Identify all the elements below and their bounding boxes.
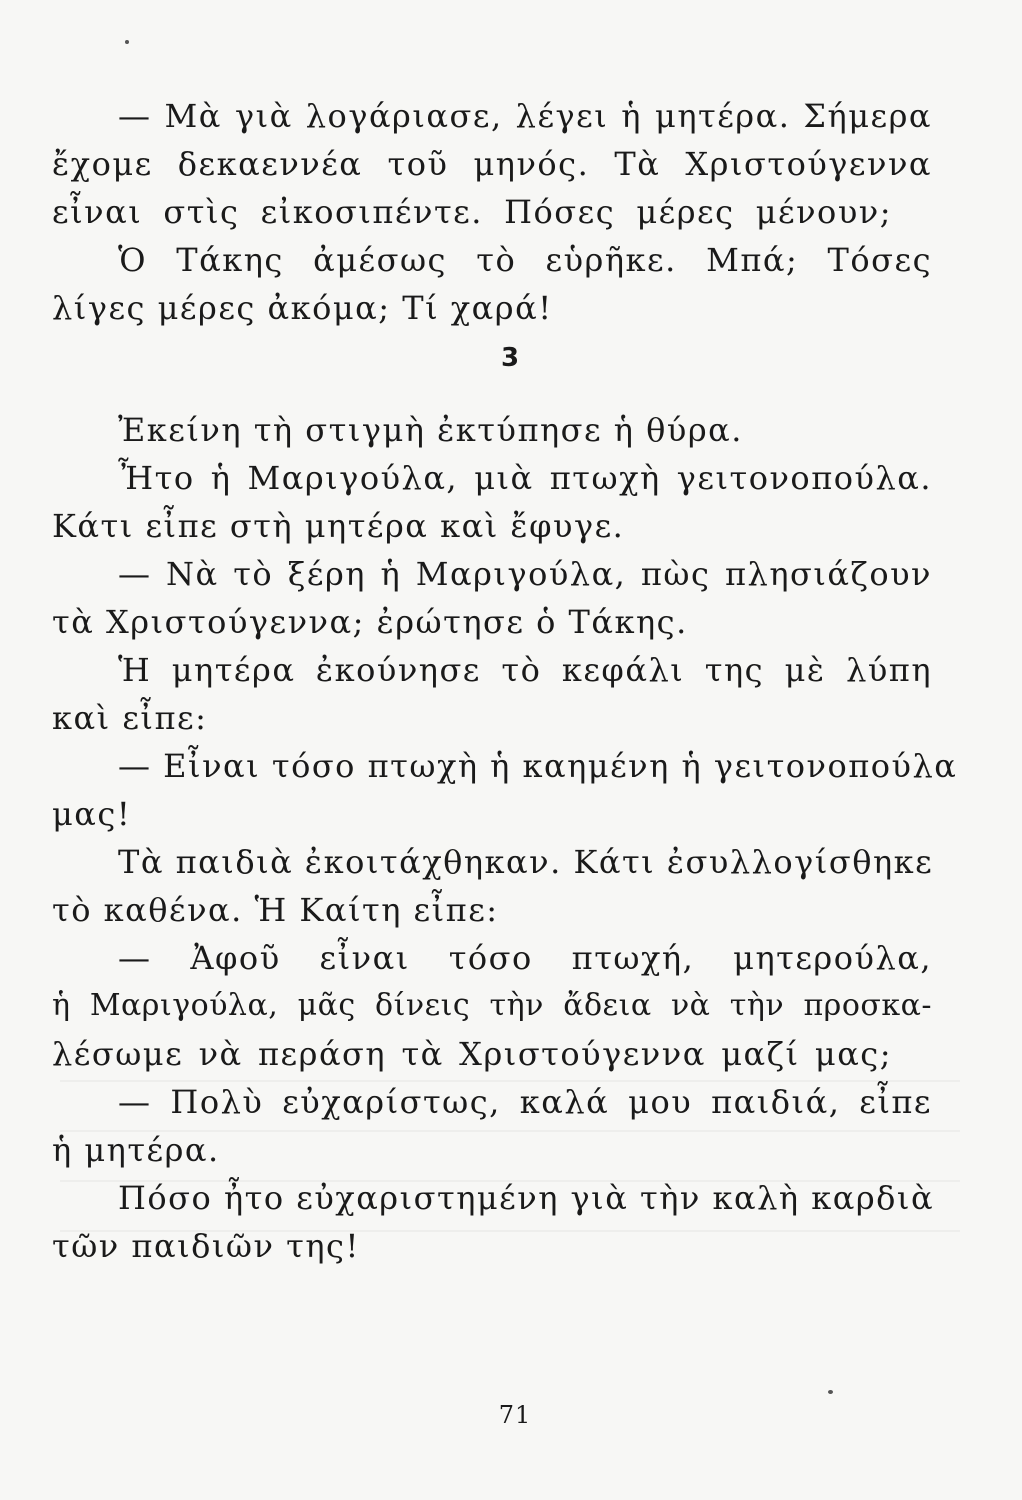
- section-number: 3: [500, 343, 520, 373]
- text-line: Κάτι εἶπε στὴ μητέρα καὶ ἔφυγε.: [52, 507, 625, 545]
- text-line: λέσωμε νὰ περάση τὰ Χριστούγεννα μαζί μας;: [52, 1035, 892, 1073]
- text-line: — Εἶναι τόσο πτωχὴ ἡ καημένη ἡ γειτονοπούλα: [118, 747, 958, 785]
- text-line: εἶναι στὶς εἰκοσιπέντε. Πόσες μέρες μένουν;: [52, 193, 892, 231]
- text-line: Πόσο ἦτο εὐχαριστημένη γιὰ τὴν καλὴ καρδιὰ: [118, 1179, 935, 1217]
- text-line: ἔχομε δεκαεννέα τοῦ μηνός. Τὰ Χριστούγεννα: [52, 145, 932, 183]
- text-line: τῶν παιδιῶν της!: [52, 1227, 360, 1265]
- text-line: τὸ καθένα. Ἡ Καίτη εἶπε:: [52, 891, 499, 929]
- text-line: Ἐκείνη τὴ στιγμὴ ἐκτύπησε ἡ θύρα.: [118, 411, 743, 449]
- text-line: ἡ μητέρα.: [52, 1131, 220, 1169]
- text-line: — Ἀφοῦ εἶναι τόσο πτωχή, μητερούλα,: [118, 939, 932, 977]
- text-line: λίγες μέρες ἀκόμα; Τί χαρά!: [52, 289, 553, 327]
- text-line: Ἡ μητέρα ἐκούνησε τὸ κεφάλι της μὲ λύπη: [118, 651, 932, 689]
- scan-speck: [828, 1390, 833, 1394]
- text-line: — Μὰ γιὰ λογάριασε, λέγει ἡ μητέρα. Σήμερα: [118, 97, 932, 135]
- text-line: Ὁ Τάκης ἀμέσως τὸ εὑρῆκε. Μπά; Τόσες: [118, 241, 932, 279]
- text-line: — Πολὺ εὐχαρίστως, καλά μου παιδιά, εἶπε: [118, 1083, 932, 1121]
- page-number: 71: [498, 1401, 532, 1429]
- text-line: Τὰ παιδιὰ ἐκοιτάχθηκαν. Κάτι ἐσυλλογίσθηκε: [118, 843, 934, 881]
- text-line: — Νὰ τὸ ξέρη ἡ Μαριγούλα, πὼς πλησιάζουν: [118, 555, 932, 593]
- text-line: καὶ εἶπε:: [52, 699, 208, 737]
- text-line: Ἦτο ἡ Μαριγούλα, μιὰ πτωχὴ γειτονοπούλα.: [118, 459, 932, 497]
- text-line: τὰ Χριστούγεννα; ἐρώτησε ὁ Τάκης.: [52, 603, 688, 641]
- scan-speck: [125, 40, 129, 44]
- text-line: ἡ Μαριγούλα, μᾶς δίνεις τὴν ἄδεια νὰ τὴν προσκα-: [52, 988, 932, 1023]
- text-line: μας!: [52, 795, 132, 833]
